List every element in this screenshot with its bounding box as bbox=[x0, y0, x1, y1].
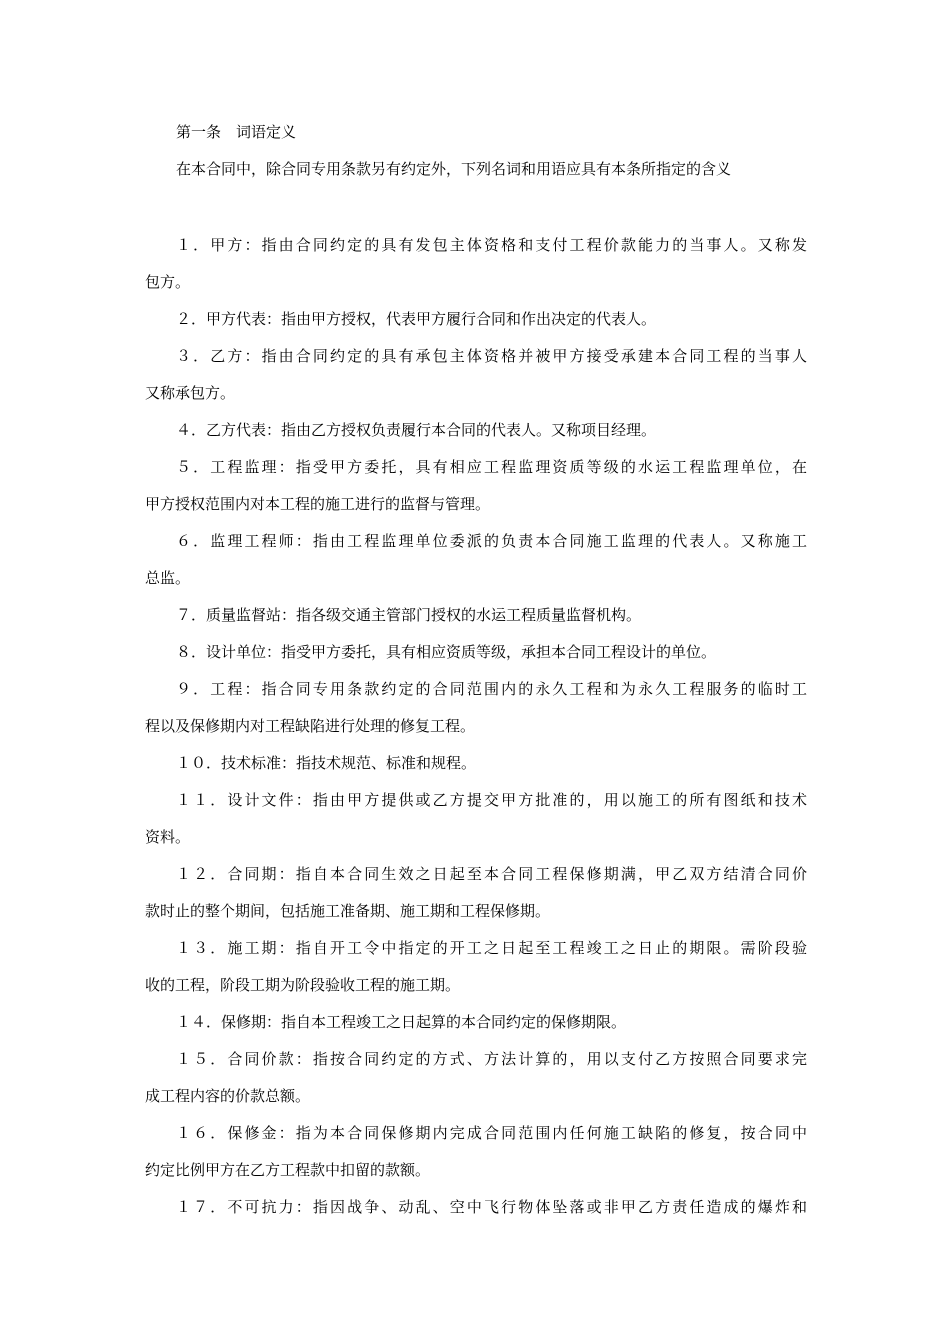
definitions-list bbox=[145, 227, 807, 1226]
definition-item bbox=[145, 1041, 807, 1115]
definition-line: １１．设计文件：指由甲方提供或乙方提交甲方批准的，用以施工的所有图纸和技术 bbox=[176, 791, 807, 809]
definition-line-cont: 约定比例甲方在乙方工程款中扣留的款额。 bbox=[145, 1161, 431, 1179]
definition-line: １３．施工期：指自开工令中指定的开工之日起至工程竣工之日止的期限。需阶段验 bbox=[176, 939, 807, 957]
definition-item bbox=[145, 412, 807, 449]
definition-line: ４．乙方代表：指由乙方授权负责履行本合同的代表人。又称项目经理。 bbox=[176, 421, 657, 439]
definition-line-cont: 资料。 bbox=[145, 828, 191, 846]
definition-line: ２．甲方代表：指由甲方授权，代表甲方履行合同和作出决定的代表人。 bbox=[176, 310, 657, 328]
definition-line: １４．保修期：指自本工程竣工之日起算的本合同约定的保修期限。 bbox=[176, 1013, 627, 1031]
definition-line: ６．监理工程师：指由工程监理单位委派的负责本合同施工监理的代表人。又称施工 bbox=[176, 532, 807, 550]
definition-line: ７．质量监督站：指各级交通主管部门授权的水运工程质量监督机构。 bbox=[176, 606, 642, 624]
definition-line: １．甲方：指由合同约定的具有发包主体资格和支付工程价款能力的当事人。又称发 bbox=[176, 236, 807, 254]
definition-line-cont: 程以及保修期内对工程缺陷进行处理的修复工程。 bbox=[145, 717, 476, 735]
definition-item bbox=[145, 301, 807, 338]
definition-item bbox=[145, 634, 807, 671]
definition-item bbox=[145, 1004, 807, 1041]
article-title: 第一条 词语定义 bbox=[176, 123, 297, 141]
definition-line-cont: 款时止的整个期间，包括施工准备期、施工期和工程保修期。 bbox=[145, 902, 551, 920]
definition-line-cont: 包方。 bbox=[145, 273, 191, 291]
definition-line-cont: 成工程内容的价款总额。 bbox=[145, 1087, 311, 1105]
definition-item bbox=[145, 597, 807, 634]
definition-item bbox=[145, 782, 807, 856]
definition-line-cont: 总监。 bbox=[145, 569, 191, 587]
definition-line-cont: 甲方授权范围内对本工程的施工进行的监督与管理。 bbox=[145, 495, 491, 513]
definition-item bbox=[145, 856, 807, 930]
article-intro: 在本合同中，除合同专用条款另有约定外，下列名词和用语应具有本条所指定的含义 bbox=[176, 160, 732, 178]
definition-item bbox=[145, 1189, 807, 1226]
definition-item bbox=[145, 523, 807, 597]
definition-line: １５．合同价款：指按合同约定的方式、方法计算的，用以支付乙方按照合同要求完 bbox=[176, 1050, 807, 1068]
definition-item bbox=[145, 338, 807, 412]
definition-item bbox=[145, 1115, 807, 1189]
definition-line: ５．工程监理：指受甲方委托，具有相应工程监理资质等级的水运工程监理单位，在 bbox=[176, 458, 807, 476]
definition-line: １０．技术标准：指技术规范、标准和规程。 bbox=[176, 754, 477, 772]
definition-line: ９．工程：指合同专用条款约定的合同范围内的永久工程和为永久工程服务的临时工 bbox=[176, 680, 807, 698]
definition-line-cont: 又称承包方。 bbox=[145, 384, 236, 402]
spacer bbox=[145, 188, 807, 227]
definition-line: ３．乙方：指由合同约定的具有承包主体资格并被甲方接受承建本合同工程的当事人 bbox=[176, 347, 807, 365]
definition-item bbox=[145, 745, 807, 782]
definition-item bbox=[145, 227, 807, 301]
definition-line: １２．合同期：指自本合同生效之日起至本合同工程保修期满，甲乙双方结清合同价 bbox=[176, 865, 807, 883]
definition-line-cont: 收的工程，阶段工期为阶段验收工程的施工期。 bbox=[145, 976, 461, 994]
document-body bbox=[145, 114, 807, 1226]
definition-line: ８．设计单位：指受甲方委托，具有相应资质等级，承担本合同工程设计的单位。 bbox=[176, 643, 717, 661]
definition-item bbox=[145, 449, 807, 523]
definition-item bbox=[145, 930, 807, 1004]
definition-item bbox=[145, 671, 807, 745]
definition-line: １７．不可抗力：指因战争、动乱、空中飞行物体坠落或非甲乙方责任造成的爆炸和 bbox=[176, 1198, 807, 1216]
definition-line: １６．保修金：指为本合同保修期内完成合同范围内任何施工缺陷的修复，按合同中 bbox=[176, 1124, 807, 1142]
